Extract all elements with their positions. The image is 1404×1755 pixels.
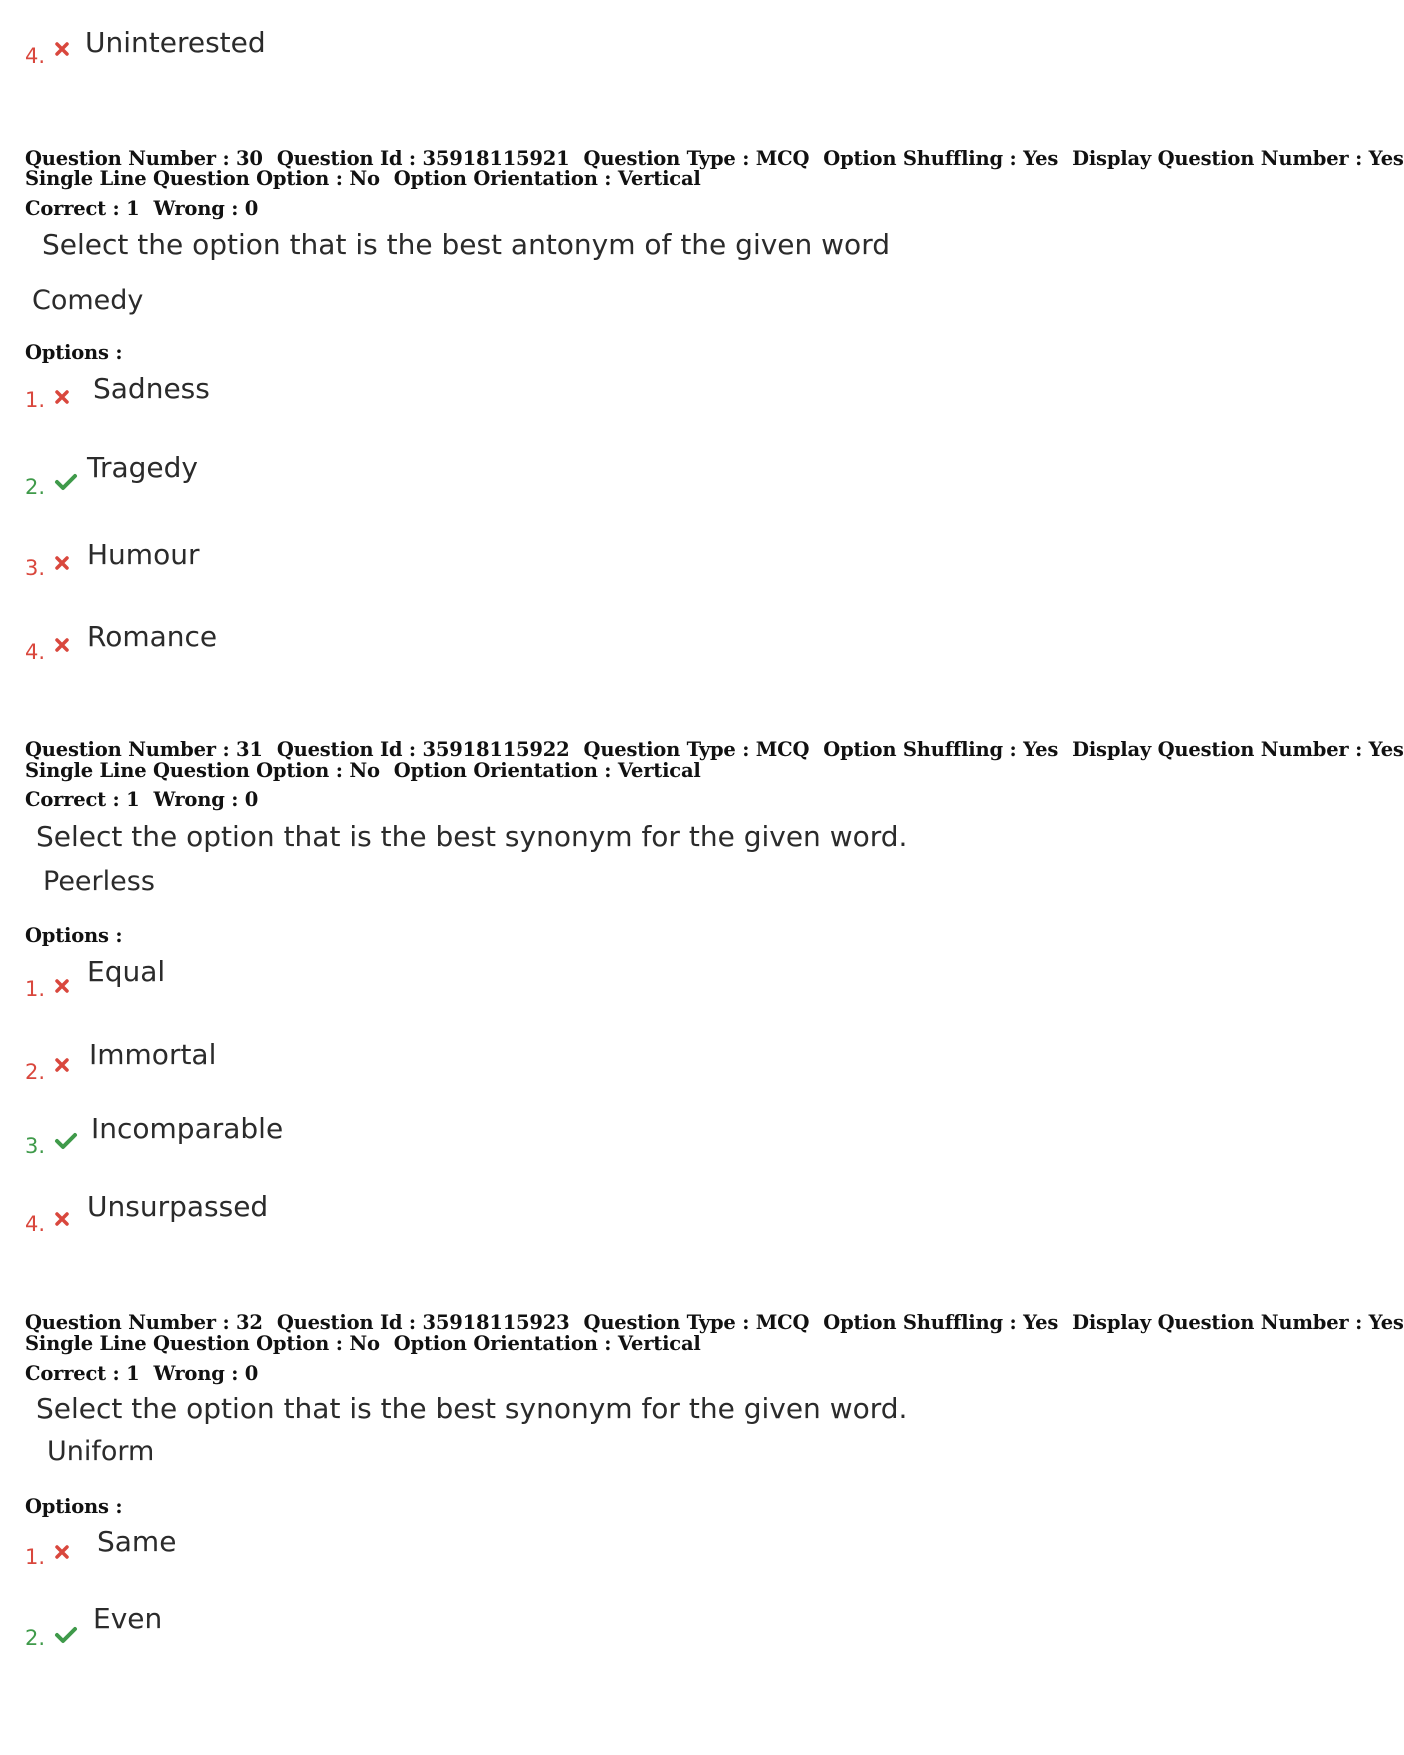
option-label: Same [97, 1525, 177, 1558]
option-number: 4. [25, 44, 46, 68]
question-number: Question Number : 32 [25, 1311, 263, 1334]
check-icon [55, 1626, 77, 1649]
question-prompt: Select the option that is the best synonym for the given word. [36, 1392, 908, 1425]
question-meta-line-2 [25, 168, 701, 189]
cross-icon [55, 1212, 69, 1231]
option-label: Sadness [93, 372, 210, 405]
display-question-number: Display Question Number : Yes [1072, 147, 1404, 170]
option-label: Tragedy [87, 451, 199, 484]
option-label: Even [93, 1602, 163, 1635]
option-shuffling: Option Shuffling : Yes [823, 738, 1059, 761]
check-icon [55, 473, 77, 496]
option-number: 1. [25, 1545, 46, 1569]
option-shuffling: Option Shuffling : Yes [823, 1311, 1059, 1334]
option-label: Equal [87, 955, 166, 988]
cross-icon [55, 979, 69, 998]
wrong-marks: Wrong : 0 [153, 197, 259, 220]
question-meta-line-2 [25, 1333, 701, 1354]
option-label: Incomparable [91, 1112, 284, 1145]
display-question-number: Display Question Number : Yes [1072, 738, 1404, 761]
option-shuffling: Option Shuffling : Yes [823, 147, 1059, 170]
options-heading: Options : [25, 924, 123, 947]
wrong-marks: Wrong : 0 [153, 788, 259, 811]
question-word: Comedy [32, 285, 144, 316]
question-prompt: Select the option that is the best synonym for the given word. [36, 820, 908, 853]
option-label: Unsurpassed [87, 1190, 269, 1223]
correct-marks: Correct : 1 [25, 197, 140, 220]
option-number: 1. [25, 388, 46, 412]
cross-icon [55, 1058, 69, 1077]
option-label: Uninterested [85, 26, 266, 59]
option-number: 3. [25, 1134, 46, 1158]
option-number: 4. [25, 1212, 46, 1236]
question-type: Question Type : MCQ [583, 738, 810, 761]
question-type: Question Type : MCQ [583, 147, 810, 170]
option-number: 2. [25, 1060, 46, 1084]
question-type: Question Type : MCQ [583, 1311, 810, 1334]
option-label: Humour [87, 538, 200, 571]
cross-icon [55, 390, 69, 409]
question-meta-line-1 [25, 1312, 1404, 1333]
option-number: 1. [25, 977, 46, 1001]
correct-marks: Correct : 1 [25, 788, 140, 811]
marks-line [25, 198, 258, 219]
question-meta-line-1 [25, 739, 1404, 760]
marks-line [25, 1363, 258, 1384]
check-icon [55, 1132, 77, 1155]
option-orientation: Option Orientation : Vertical [393, 759, 701, 782]
question-word: Peerless [43, 866, 155, 897]
wrong-marks: Wrong : 0 [153, 1362, 259, 1385]
option-number: 2. [25, 1626, 46, 1650]
question-number: Question Number : 31 [25, 738, 263, 761]
option-orientation: Option Orientation : Vertical [393, 1332, 701, 1355]
single-line-option: Single Line Question Option : No [25, 1332, 380, 1355]
option-number: 2. [25, 475, 46, 499]
cross-icon [55, 638, 69, 657]
option-number: 4. [25, 640, 46, 664]
question-meta-line-1 [25, 148, 1404, 169]
question-meta-line-2 [25, 760, 701, 781]
cross-icon [55, 1545, 69, 1564]
options-heading: Options : [25, 341, 123, 364]
option-number: 3. [25, 556, 46, 580]
question-id: Question Id : 35918115922 [276, 738, 570, 761]
options-heading: Options : [25, 1495, 123, 1518]
question-id: Question Id : 35918115923 [276, 1311, 570, 1334]
question-number: Question Number : 30 [25, 147, 263, 170]
question-prompt: Select the option that is the best antonym of the given word [42, 228, 890, 261]
display-question-number: Display Question Number : Yes [1072, 1311, 1404, 1334]
cross-icon [55, 556, 69, 575]
option-orientation: Option Orientation : Vertical [393, 167, 701, 190]
option-label: Immortal [89, 1038, 217, 1071]
cross-icon [55, 42, 69, 61]
single-line-option: Single Line Question Option : No [25, 759, 380, 782]
correct-marks: Correct : 1 [25, 1362, 140, 1385]
single-line-option: Single Line Question Option : No [25, 167, 380, 190]
marks-line [25, 789, 258, 810]
option-label: Romance [87, 620, 218, 653]
question-id: Question Id : 35918115921 [276, 147, 570, 170]
question-word: Uniform [47, 1436, 155, 1467]
